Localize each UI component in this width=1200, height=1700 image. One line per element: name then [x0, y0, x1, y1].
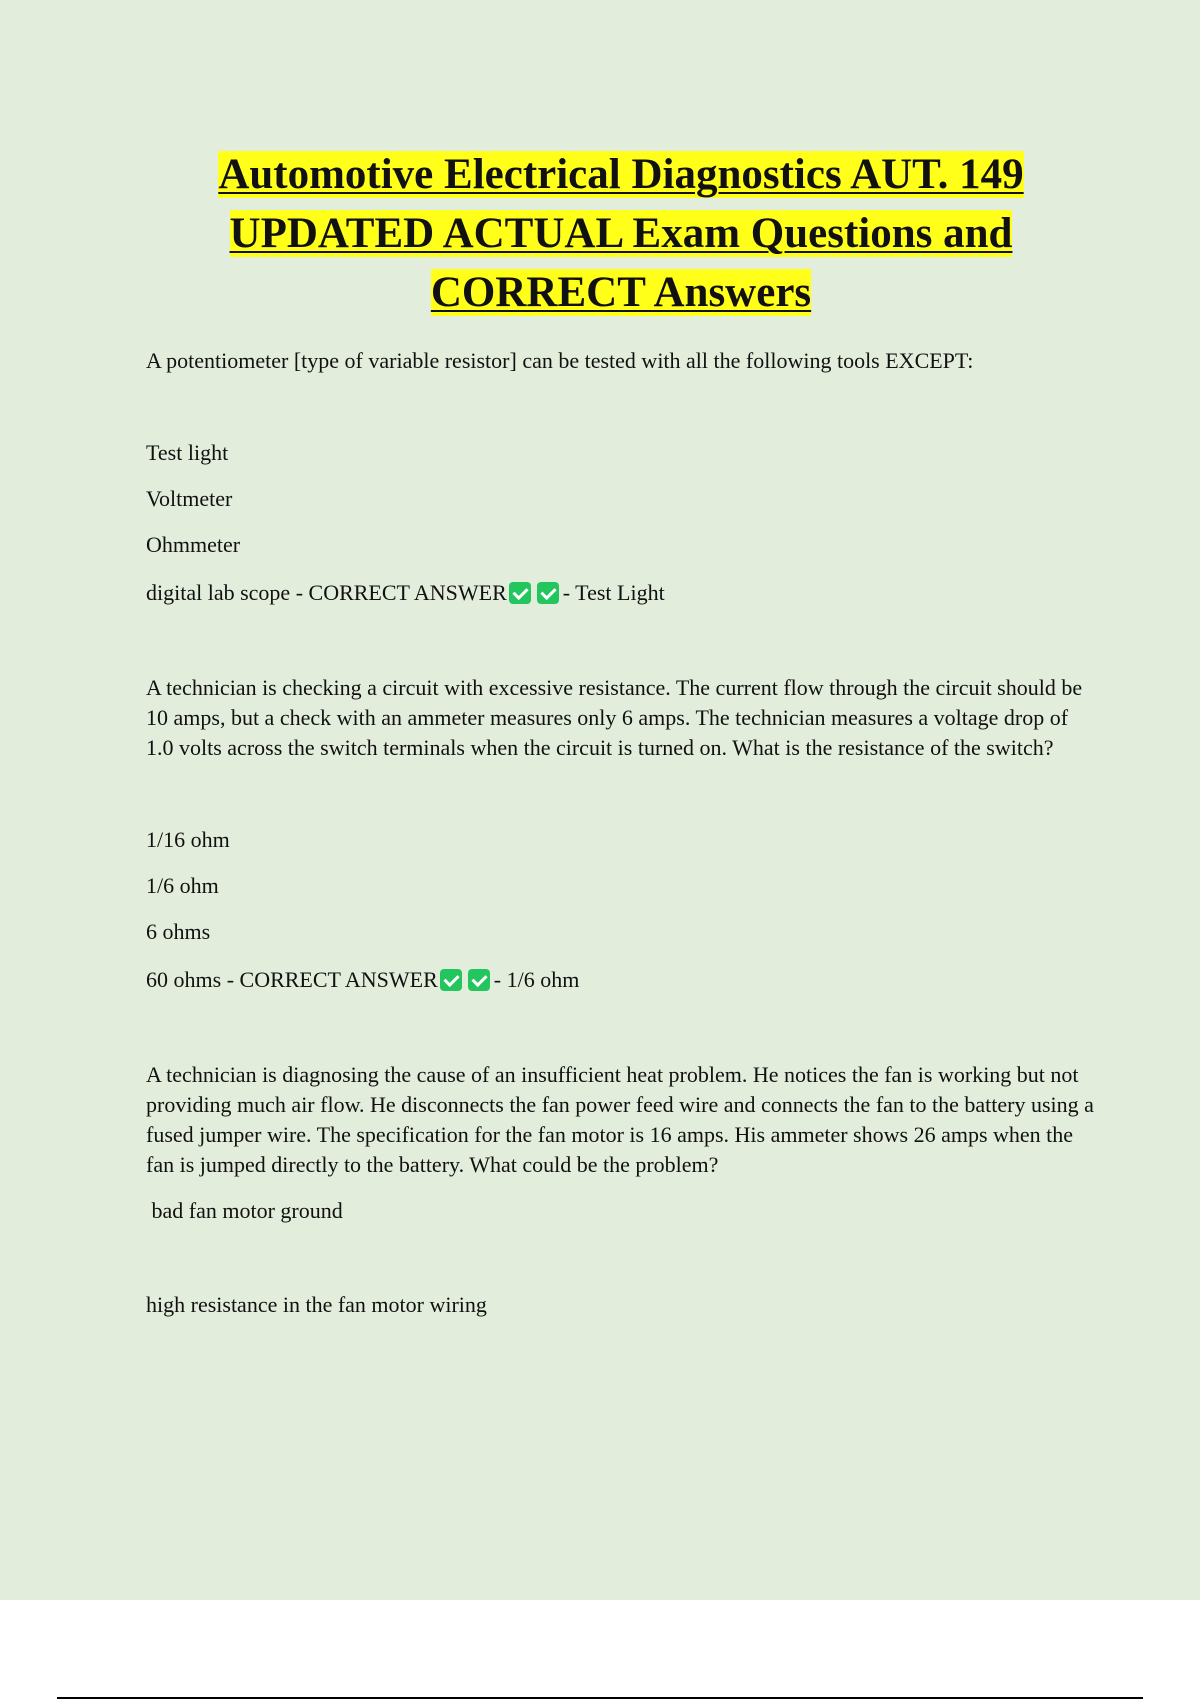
question-2-text: A technician is checking a circuit with excessive resistance. The current flow through the circuit should be 10 amps, but a check with an ammeter measures only 6 amps. The technician measures a voltage drop of 1.0 volts across the switch terminals when the circuit is turned on. What is the resistance of the switch? [146, 675, 1083, 760]
question-1-text: A potentiometer [type of variable resistor] can be tested with all the following tools EXCEPT: [146, 348, 974, 373]
question-3-text: A technician is diagnosing the cause of an insufficient heat problem. He notices the fan is working but not providing much air flow. He disconnects the fan power feed wire and connects the fan to the battery using a fused jumper wire. The specification for the fan motor is 16 amps. His ammeter shows 26 amps when the fan is jumped directly to the battery. What could be the problem? [146, 1062, 1094, 1177]
q1-answer: - Test Light [562, 580, 665, 605]
q2-answer-prefix: - CORRECT ANSWER [221, 967, 438, 992]
q2-answer: - 1/6 ohm [493, 967, 580, 992]
title-line-1: Automotive Electrical Diagnostics AUT. 149 [218, 151, 1024, 198]
q1-option-1: Test light [146, 440, 229, 465]
q2-answer-line [146, 965, 1096, 995]
document-title [146, 145, 1096, 322]
check-box-icon [468, 969, 490, 991]
q1-answer-line [146, 578, 1096, 608]
check-box-icon [537, 582, 559, 604]
q3-option-1: bad fan motor ground [146, 1198, 343, 1223]
check-box-icon [440, 969, 462, 991]
title-line-2: UPDATED ACTUAL Exam Questions and [229, 210, 1013, 257]
document-content [146, 145, 1096, 1320]
q1-option-2: Voltmeter [146, 486, 233, 511]
q2-option-3: 6 ohms [146, 919, 211, 944]
q2-option-2: 1/6 ohm [146, 873, 219, 898]
q1-answer-prefix: - CORRECT ANSWER [290, 580, 507, 605]
q1-option-3: Ohmmeter [146, 532, 241, 557]
footer-divider [57, 1697, 1143, 1699]
title-line-3: CORRECT Answers [430, 269, 812, 316]
q2-option-4: 60 ohms [146, 967, 222, 992]
q2-option-1: 1/16 ohm [146, 827, 230, 852]
check-box-icon [509, 582, 531, 604]
q3-option-2: high resistance in the fan motor wiring [146, 1292, 487, 1317]
q1-option-4: digital lab scope [146, 580, 291, 605]
